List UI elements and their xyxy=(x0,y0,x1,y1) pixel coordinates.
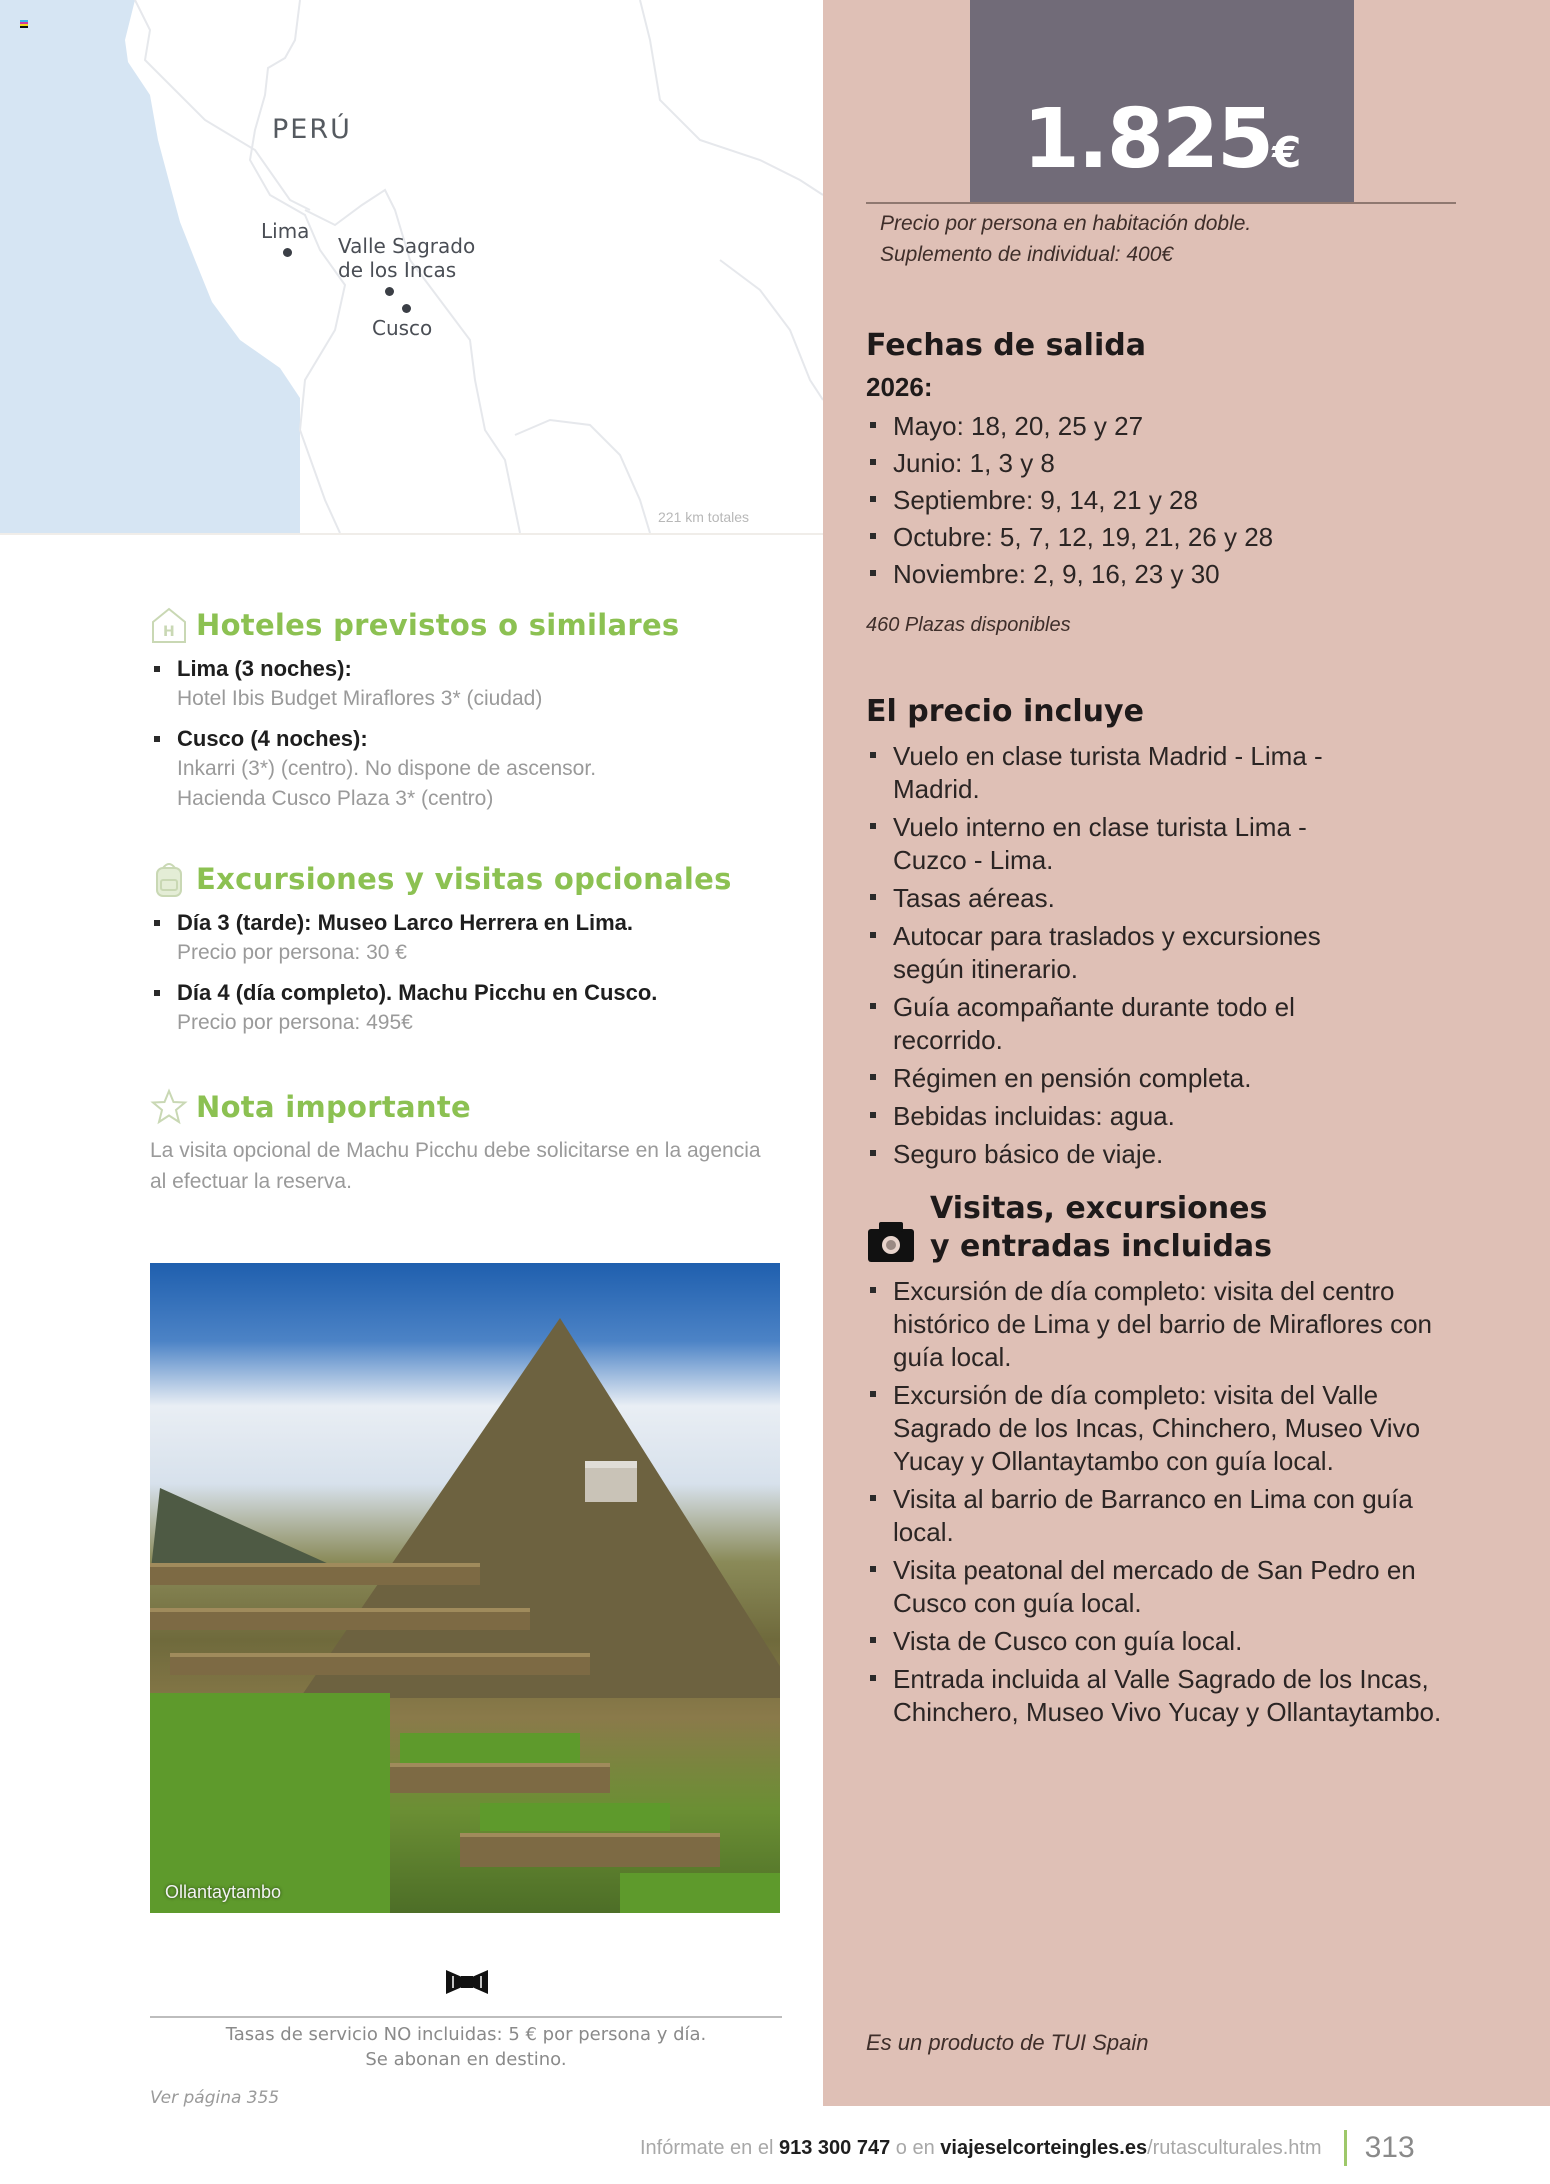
optional-excursions-heading xyxy=(150,860,732,898)
map-city-label-line: Valle Sagrado xyxy=(338,234,476,258)
footer-url[interactable] xyxy=(940,2137,1321,2160)
map-marker-cusco xyxy=(402,304,411,313)
map-city-label-line: de los Incas xyxy=(338,258,457,282)
hotel-house-icon xyxy=(150,606,188,644)
list-item: Visita al barrio de Barranco en Lima con guía local. xyxy=(866,1483,1466,1549)
backpack-icon xyxy=(150,860,188,898)
footer-path[interactable]: /rutasculturales.htm xyxy=(1147,2136,1322,2159)
photo-caption: Ollantaytambo xyxy=(165,1882,282,1902)
photo-grass xyxy=(480,1803,670,1831)
photo-house-shape xyxy=(585,1461,637,1502)
footer-phone[interactable]: 913 300 747 xyxy=(778,2136,891,2159)
price-value xyxy=(970,92,1354,202)
photo-terrace xyxy=(150,1608,530,1630)
list-item xyxy=(150,978,790,1038)
map-city-label-lima: Lima xyxy=(261,219,310,243)
photo-terrace xyxy=(390,1763,610,1793)
photo-mountain-shape xyxy=(300,1318,780,1698)
hotel-name: Hacienda Cusco Plaza 3* (centro) xyxy=(177,787,494,810)
footer-middle: o en xyxy=(895,2136,935,2159)
list-item: Entrada incluida al Valle Sagrado de los Incas, Chinchero, Museo Vivo Yucay y Ollantaytambo. xyxy=(866,1663,1466,1729)
page-number: 313 xyxy=(1364,2131,1415,2164)
hotels-heading-text: Hoteles previstos o similares xyxy=(196,608,680,642)
important-note-text: La visita opcional de Machu Picchu debe solicitarse en la agencia al efectuar la reserva. xyxy=(150,1139,761,1193)
service-fee-line: Tasas de servicio NO incluidas: 5 € por persona y día. xyxy=(225,2024,707,2045)
seats-available: 460 Plazas disponibles xyxy=(866,614,1071,636)
service-fee-note xyxy=(150,2022,782,2072)
footer-prefix: Infórmate en el xyxy=(640,2136,774,2159)
list-item: Visita peatonal del mercado de San Pedro en Cusco con guía local. xyxy=(866,1554,1466,1620)
photo-grass xyxy=(620,1873,780,1913)
list-item: Régimen en pensión completa. xyxy=(866,1062,1386,1095)
map-scale-text: 221 km totales xyxy=(658,509,750,525)
visits-heading-line: Visitas, excursiones xyxy=(930,1191,1268,1226)
photo-terrace xyxy=(460,1833,720,1867)
excursion-price: Precio por persona: 495€ xyxy=(177,1011,413,1034)
dates-year: 2026: xyxy=(866,372,933,402)
list-item: Vuelo interno en clase turista Lima - Cuzco - Lima. xyxy=(866,811,1386,877)
dates-heading: Fechas de salida xyxy=(866,328,1146,363)
list-item: Autocar para traslados y excursiones según itinerario. xyxy=(866,920,1386,986)
visits-heading-line: y entradas incluidas xyxy=(930,1229,1273,1264)
hotel-name: Hotel Ibis Budget Miraflores 3* (ciudad) xyxy=(177,687,543,710)
photo-grass xyxy=(150,1693,390,1913)
photo-grass xyxy=(400,1733,580,1763)
excursion-title: Día 4 (día completo). Machu Picchu en Cusco. xyxy=(177,980,658,1005)
list-item: Mayo: 18, 20, 25 y 27 xyxy=(866,410,1466,443)
route-map xyxy=(0,0,823,535)
price-box xyxy=(970,0,1354,202)
map-city-label-cusco: Cusco xyxy=(372,316,433,340)
divider xyxy=(866,202,1456,204)
list-item: Guía acompañante durante todo el recorrido. xyxy=(866,991,1386,1057)
list-item: Seguro básico de viaje. xyxy=(866,1138,1386,1171)
map-city-label-valle-sagrado xyxy=(338,234,475,282)
star-icon xyxy=(150,1088,188,1126)
excursion-title: Día 3 (tarde): Museo Larco Herrera en Lima. xyxy=(177,910,634,935)
footer-separator xyxy=(1344,2130,1347,2166)
bowtie-icon xyxy=(444,1968,490,1996)
list-item: Septiembre: 9, 14, 21 y 28 xyxy=(866,484,1466,517)
price-note xyxy=(880,208,1251,270)
photo-terrace xyxy=(170,1653,590,1675)
important-note-heading xyxy=(150,1088,471,1126)
list-item: Tasas aéreas. xyxy=(866,882,1386,915)
optional-excursions-list xyxy=(150,908,790,1048)
map-country-label: PERÚ xyxy=(272,114,352,145)
photo-terrace xyxy=(150,1563,480,1585)
hotel-city: Cusco (4 noches): xyxy=(177,726,368,751)
page-footer xyxy=(640,2130,1415,2166)
list-item: Noviembre: 2, 9, 16, 23 y 30 xyxy=(866,558,1466,591)
list-item xyxy=(150,654,770,714)
excursion-price: Precio por persona: 30 € xyxy=(177,941,407,964)
hotel-city: Lima (3 noches): xyxy=(177,656,352,681)
list-item xyxy=(150,724,770,814)
footer-domain[interactable]: viajeselcorteingles.es xyxy=(940,2136,1148,2159)
includes-heading: El precio incluye xyxy=(866,694,1144,729)
list-item xyxy=(150,908,790,968)
hotel-name: Inkarri (3*) (centro). No dispone de ascensor. xyxy=(177,757,597,780)
list-item: Excursión de día completo: visita del Valle Sagrado de los Incas, Chinchero, Museo Vivo Yucay y Ollantaytambo con guía local. xyxy=(866,1379,1466,1478)
includes-list xyxy=(866,740,1386,1176)
map-marker-lima xyxy=(283,248,292,257)
price-note-line: Precio por persona en habitación doble. xyxy=(880,212,1252,235)
list-item: Octubre: 5, 7, 12, 19, 21, 26 y 28 xyxy=(866,521,1466,554)
list-item: Bebidas incluidas: agua. xyxy=(866,1100,1386,1133)
camera-icon xyxy=(868,1220,914,1262)
price-currency: € xyxy=(1272,128,1302,177)
optional-excursions-heading-text: Excursiones y visitas opcionales xyxy=(196,862,732,896)
price-amount: 1.825 xyxy=(1022,92,1273,187)
divider xyxy=(150,2016,782,2018)
important-note-heading-text: Nota importante xyxy=(196,1090,471,1124)
see-page-link[interactable]: Ver página 355 xyxy=(150,2088,280,2108)
departure-dates-list xyxy=(866,410,1466,595)
svg-text:H: H xyxy=(162,624,176,640)
ollantaytambo-photo xyxy=(150,1263,780,1913)
list-item: Vuelo en clase turista Madrid - Lima - Madrid. xyxy=(866,740,1386,806)
map-marker-valle-sagrado xyxy=(385,287,394,296)
list-item: Vista de Cusco con guía local. xyxy=(866,1625,1466,1658)
hotels-list xyxy=(150,654,770,824)
print-registration-mark-icon xyxy=(20,20,28,28)
single-supplement-note: Suplemento de individual: 400€ xyxy=(880,243,1174,266)
list-item: Excursión de día completo: visita del centro histórico de Lima y del barrio de Miraflores con guía local. xyxy=(866,1275,1466,1374)
visits-list xyxy=(866,1275,1466,1734)
hotels-heading xyxy=(150,606,680,644)
producer-note: Es un producto de TUI Spain xyxy=(866,2030,1149,2055)
visits-heading xyxy=(930,1190,1272,1266)
service-fee-line: Se abonan en destino. xyxy=(365,2049,567,2070)
list-item: Junio: 1, 3 y 8 xyxy=(866,447,1466,480)
